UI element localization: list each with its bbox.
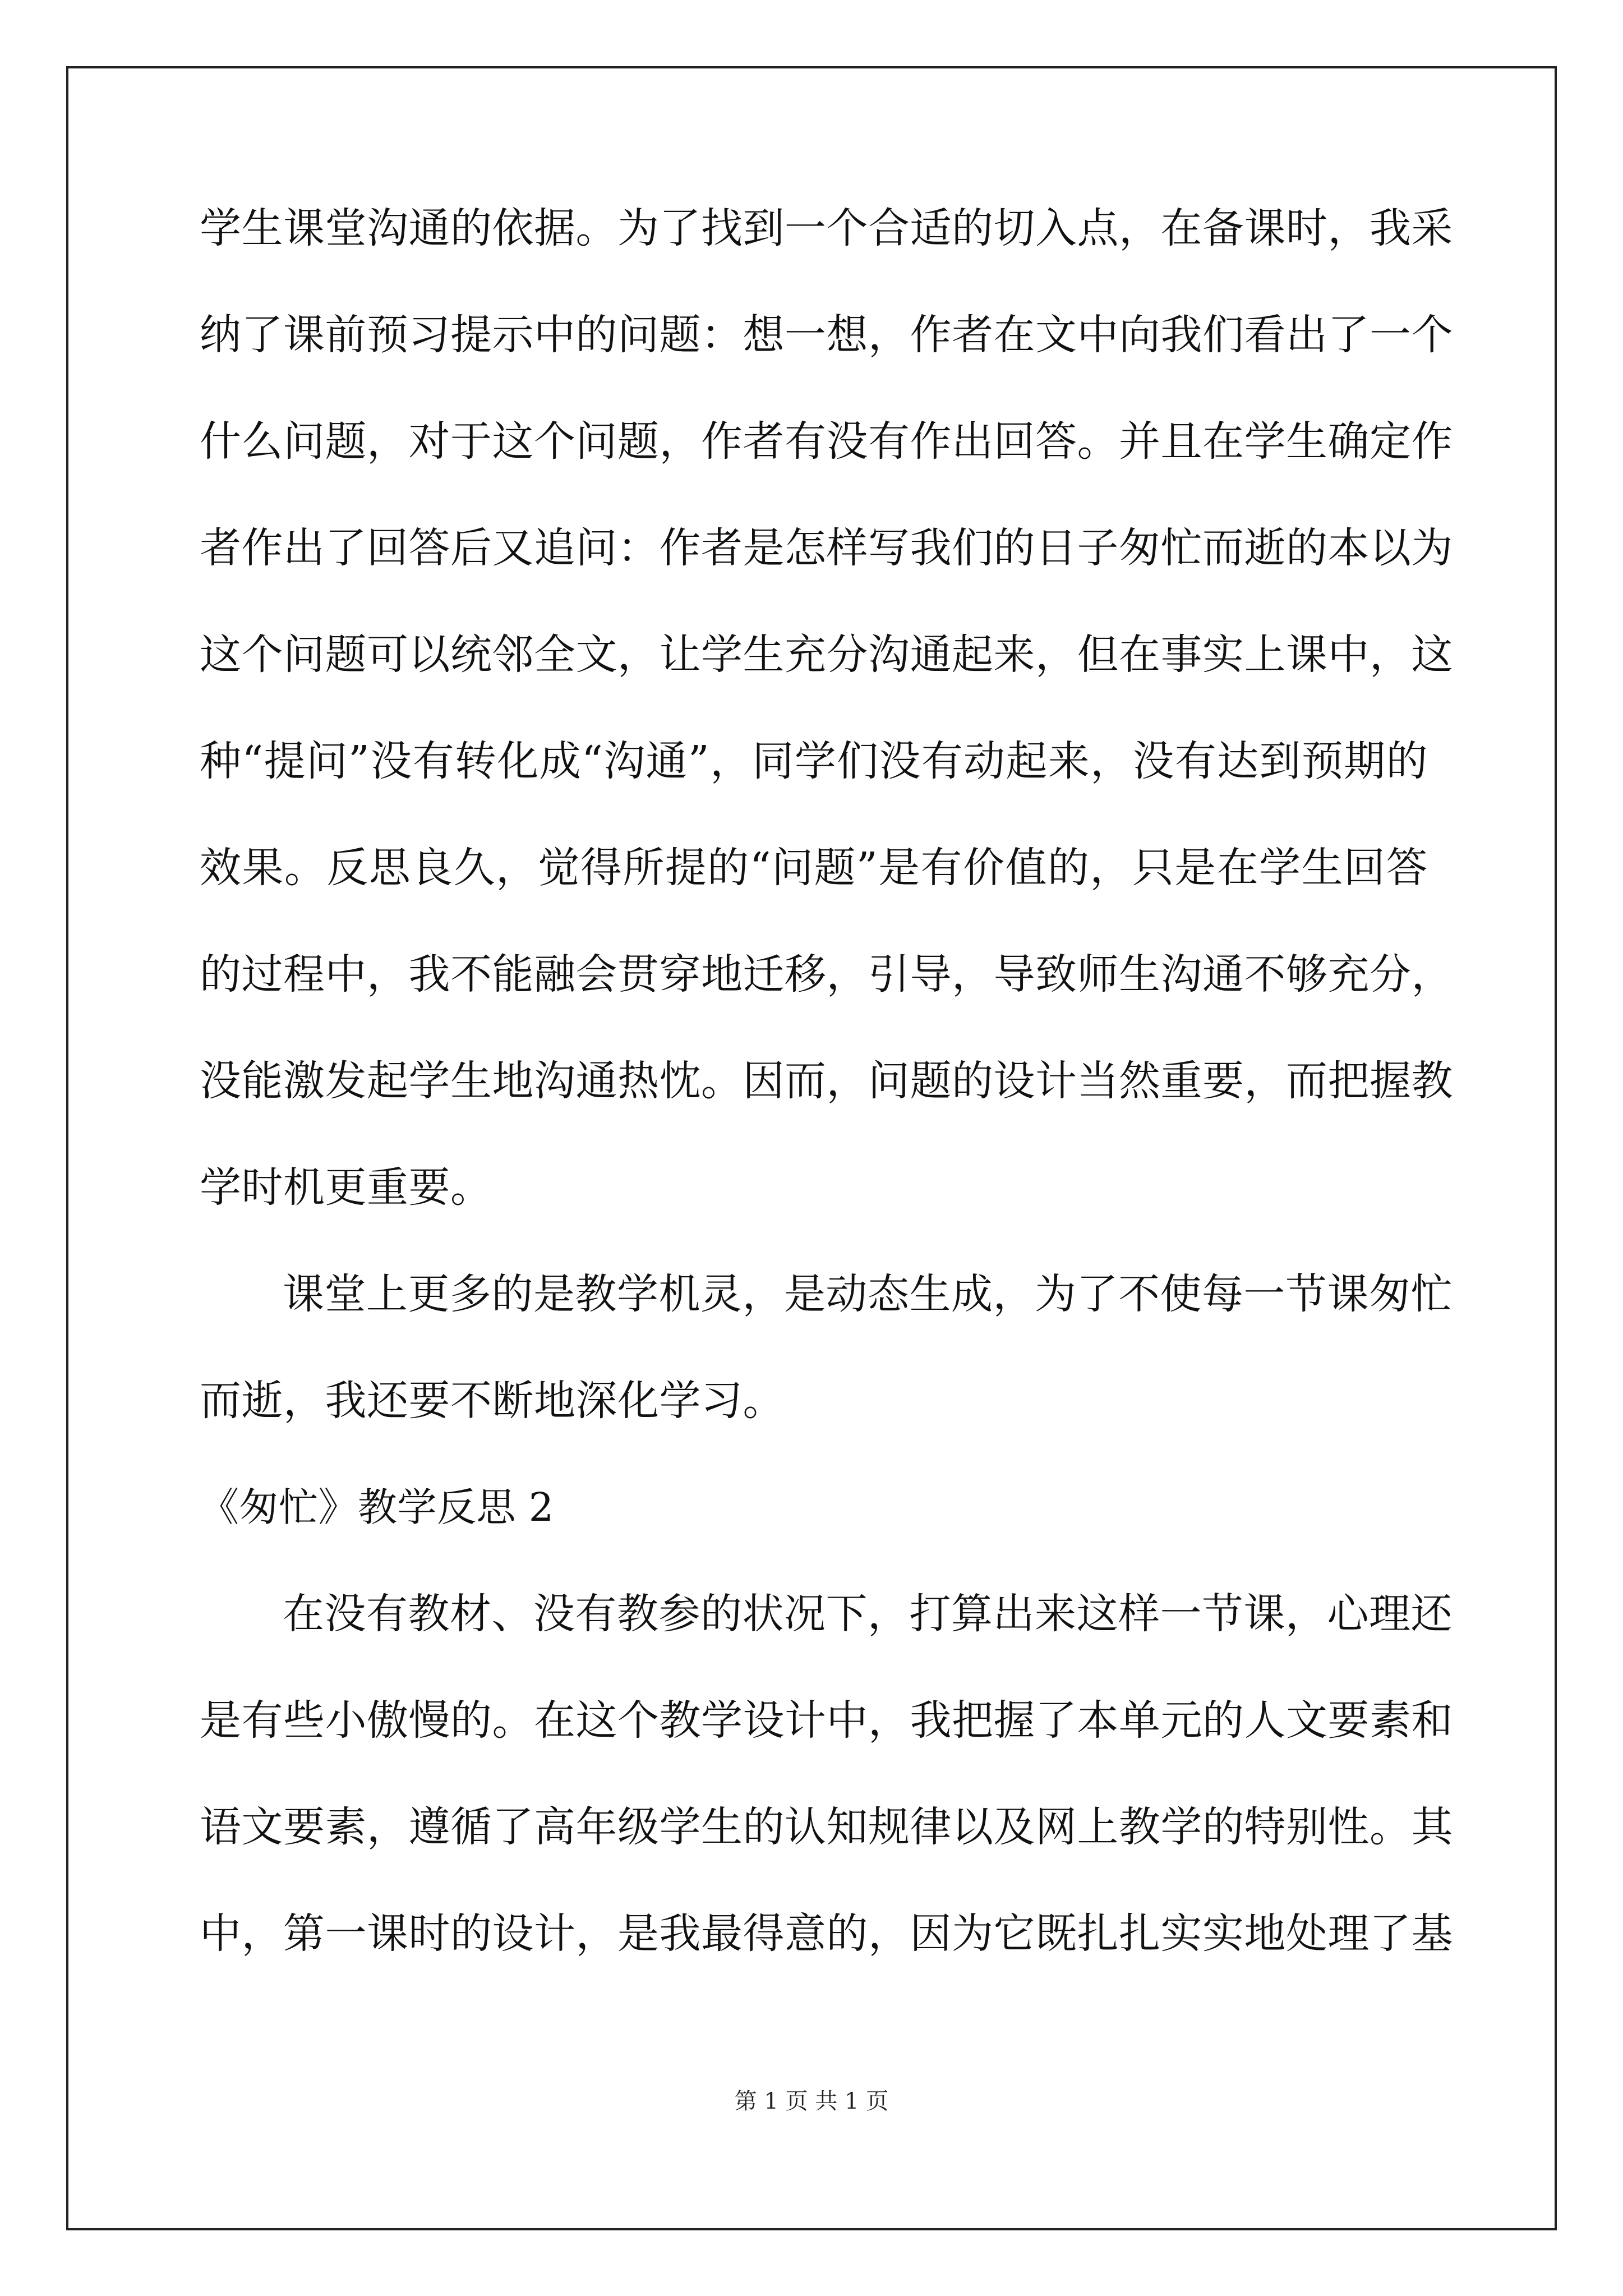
paragraph-line: 而逝，我还要不断地深化学习。 xyxy=(200,1377,785,1425)
paragraph-line: 的过程中，我不能融会贯穿地迁移，引导，导致师生沟通不够充分， xyxy=(200,950,1453,999)
paragraph-line: 者作出了回答后又追问：作者是怎样写我们的日子匆忙而逝的本以为 xyxy=(200,524,1453,572)
paragraph-line: 效果。反思良久，觉得所提的“问题”是有价值的，只是在学生回答 xyxy=(200,844,1428,892)
document-body xyxy=(200,204,1453,2019)
paragraph-line: 课堂上更多的是教学机灵，是动态生成，为了不使每一节课匆忙 xyxy=(283,1270,1453,1318)
paragraph-line: 这个问题可以统邻全文，让学生充分沟通起来，但在事实上课中，这 xyxy=(200,631,1453,679)
paragraph-line: 学时机更重要。 xyxy=(200,1163,492,1212)
paragraph-line: 学生课堂沟通的依据。为了找到一个合适的切入点，在备课时，我采 xyxy=(200,204,1453,252)
page-footer: 第 1 页 共 1 页 xyxy=(734,2088,889,2114)
paragraph-line: 在没有教材、没有教参的状况下，打算出来这样一节课，心理还 xyxy=(283,1590,1453,1638)
section-heading: 《匆忙》教学反思 2 xyxy=(200,1484,554,1530)
paragraph-line: 纳了课前预习提示中的问题：想一想，作者在文中向我们看出了一个 xyxy=(200,311,1453,359)
paragraph-line: 没能激发起学生地沟通热忱。因而，问题的设计当然重要，而把握教 xyxy=(200,1057,1453,1105)
paragraph-line: 种“提问”没有转化成“沟通”，同学们没有动起来，没有达到预期的 xyxy=(200,737,1428,785)
paragraph-line: 中，第一课时的设计，是我最得意的，因为它既扎扎实实地处理了基 xyxy=(200,1910,1453,1958)
paragraph-line: 是有些小傲慢的。在这个教学设计中，我把握了本单元的人文要素和 xyxy=(200,1696,1453,1745)
paragraph-line: 语文要素，遵循了高年级学生的认知规律以及网上教学的特别性。其 xyxy=(200,1803,1453,1851)
paragraph-line: 什么问题，对于这个问题，作者有没有作出回答。并且在学生确定作 xyxy=(200,417,1453,466)
